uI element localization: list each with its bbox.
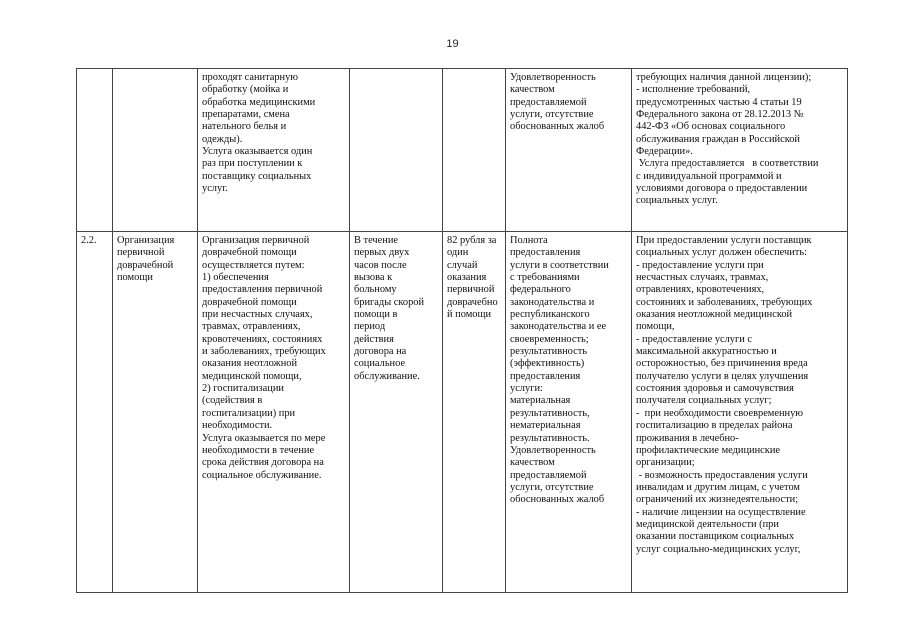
cell-text-line: договора на bbox=[354, 346, 407, 358]
cell-text-line: (эффективность) bbox=[510, 358, 585, 370]
cell-text-line: помощи в bbox=[354, 309, 398, 321]
service-timing-cell bbox=[350, 69, 443, 232]
cell-text-line: материальная bbox=[510, 395, 571, 407]
table-row bbox=[77, 69, 848, 232]
cell-text-line: доврачебной помощи bbox=[202, 296, 297, 308]
cell-text-line: 1) обеспечения bbox=[202, 272, 269, 284]
service-quality-cell bbox=[506, 232, 632, 593]
cell-text-line: период bbox=[354, 321, 386, 333]
cell-text-line: предоставления bbox=[510, 370, 581, 382]
service-conditions-cell bbox=[632, 232, 848, 593]
cell-text-line: состояниях и заболеваниях, требующих bbox=[636, 296, 813, 308]
cell-text-line: Полнота bbox=[510, 235, 548, 246]
cell-text-line: Федерации». bbox=[636, 146, 693, 158]
cell-text-line: - возможность предоставления услуги bbox=[636, 469, 808, 481]
cell-text-line: качеством bbox=[510, 457, 555, 469]
cell-text-line: й помощи bbox=[447, 309, 492, 321]
cell-text-line: Услуга оказывается один bbox=[202, 146, 313, 158]
cell-text-line: состояния здоровья и самочувствия bbox=[636, 383, 794, 395]
cell-text-line: - предоставление услуги при bbox=[636, 259, 764, 271]
cell-text-line: помощи bbox=[117, 272, 153, 284]
cell-text-line: обоснованных жалоб bbox=[510, 121, 605, 133]
cell-text-line: 2) госпитализации bbox=[202, 383, 284, 395]
cell-text-line: срока действия договора на bbox=[202, 457, 324, 469]
cell-text-line: медицинской помощи, bbox=[202, 370, 302, 382]
cell-text-line: доврачебной помощи bbox=[202, 247, 297, 259]
cell-text-line: своевременность; bbox=[510, 333, 589, 345]
cell-text-line: доврачебной bbox=[117, 259, 174, 271]
cell-text-line: условиями договора о предоставлении bbox=[636, 183, 808, 195]
cell-text-line: обработку (мойка и bbox=[202, 84, 289, 96]
cell-text-line: Организация первичной bbox=[202, 235, 310, 246]
service-name-cell bbox=[113, 232, 198, 593]
cell-text-line: первичной bbox=[117, 247, 165, 259]
service-name-cell bbox=[113, 69, 198, 232]
cell-text-line: 82 рубля за bbox=[447, 235, 497, 246]
table-row bbox=[77, 232, 848, 593]
cell-text-line: случай bbox=[447, 259, 478, 271]
cell-text-line: законодательства и ее bbox=[510, 321, 607, 333]
cell-text-line: - предоставление услуги с bbox=[636, 333, 753, 345]
cell-text-line: Удовлетворенность bbox=[510, 72, 596, 83]
cell-text-line: обоснованных жалоб bbox=[510, 494, 605, 506]
cell-text-line: законодательства и bbox=[510, 296, 595, 308]
cell-text-line: - при необходимости своевременную bbox=[636, 407, 804, 419]
cell-text-line: оказания неотложной медицинской bbox=[636, 309, 793, 321]
service-timing-cell bbox=[350, 232, 443, 593]
cell-text-line: поставщику социальных bbox=[202, 170, 312, 182]
cell-text-line: услуги, отсутствие bbox=[510, 109, 594, 121]
cell-text-line: с индивидуальной программой и bbox=[636, 170, 782, 182]
cell-text-line: услуги, отсутствие bbox=[510, 481, 594, 493]
cell-text-line: один bbox=[447, 247, 469, 259]
cell-text-line: результативность, bbox=[510, 407, 590, 419]
cell-text-line: необходимости в течение bbox=[202, 444, 315, 456]
cell-text-line: кровотечениях, состояниях bbox=[202, 333, 323, 345]
cell-text-line: и заболеваниях, требующих bbox=[202, 346, 326, 358]
cell-text-line: часов после bbox=[354, 259, 407, 271]
cell-text-line: доврачебно bbox=[447, 296, 498, 308]
cell-text-line: социальных услуг должен обеспечить: bbox=[636, 247, 807, 259]
cell-text-line: при несчастных случаях, bbox=[202, 309, 313, 321]
service-description-cell bbox=[198, 232, 350, 593]
service-description-cell bbox=[198, 69, 350, 232]
service-quality-cell bbox=[506, 69, 632, 232]
service-conditions-cell bbox=[632, 69, 848, 232]
cell-text-line: предоставления bbox=[510, 247, 581, 259]
cell-text-line: услуги: bbox=[510, 383, 543, 395]
cell-text-line: действия bbox=[354, 333, 394, 345]
cell-text-line: качеством bbox=[510, 84, 555, 96]
cell-text-line: оказания bbox=[447, 272, 487, 284]
cell-text-line: обработка медицинскими bbox=[202, 96, 316, 108]
cell-text-line: Организация bbox=[117, 235, 175, 246]
cell-text-line: инвалидам и другим лицам, с учетом bbox=[636, 481, 801, 493]
cell-text-line: получателя социальных услуг; bbox=[636, 395, 772, 407]
cell-text-line: несчастных случаях, травмах, bbox=[636, 272, 769, 284]
row-number-cell: 2.2. bbox=[77, 232, 113, 593]
cell-text-line: первичной bbox=[447, 284, 495, 296]
cell-text-line: социальных услуг. bbox=[636, 195, 718, 207]
cell-text-line: федерального bbox=[510, 284, 571, 296]
cell-text-line: осторожностью, без причинения вреда bbox=[636, 358, 808, 370]
row-number-cell bbox=[77, 69, 113, 232]
cell-text-line: помощи, bbox=[636, 321, 675, 333]
page-number: 19 bbox=[446, 38, 459, 50]
cell-text-line: обслуживания граждан в Российской bbox=[636, 133, 800, 145]
service-price-cell bbox=[443, 232, 506, 593]
cell-text-line: с требованиями bbox=[510, 272, 580, 284]
cell-text-line: отравлениях, кровотечениях, bbox=[636, 284, 765, 296]
cell-text-line: получателю услуги в целях улучшения bbox=[636, 370, 809, 382]
cell-text-line: осуществляется путем: bbox=[202, 259, 305, 271]
services-table bbox=[76, 68, 848, 593]
table-body bbox=[77, 69, 848, 593]
cell-text-line: организации; bbox=[636, 457, 695, 469]
cell-text-line: медицинской деятельности (при bbox=[636, 518, 779, 530]
cell-text-line: профилактические медицинские bbox=[636, 444, 780, 456]
cell-text-line: республиканского bbox=[510, 309, 590, 321]
cell-text-line: Услуга предоставляется в соответствии bbox=[636, 158, 819, 170]
cell-text-line: госпитализации) при bbox=[202, 407, 296, 419]
cell-text-line: бригады скорой bbox=[354, 296, 425, 308]
cell-text-line: нематериальная bbox=[510, 420, 581, 432]
service-price-cell bbox=[443, 69, 506, 232]
cell-text-line: - исполнение требований, bbox=[636, 84, 751, 96]
cell-text-line: проживания в лечебно- bbox=[636, 432, 739, 444]
cell-text-line: предоставляемой bbox=[510, 469, 587, 481]
cell-text-line: результативность bbox=[510, 346, 588, 358]
cell-text-line: социальное bbox=[354, 358, 406, 370]
cell-text-line: проходят санитарную bbox=[202, 72, 299, 83]
cell-text-line: больному bbox=[354, 284, 397, 296]
cell-text-line: услуги в соответствии bbox=[510, 259, 609, 271]
cell-text-line: - наличие лицензии на осуществление bbox=[636, 506, 806, 518]
cell-text-line: первых двух bbox=[354, 247, 410, 259]
cell-text-line: Федерального закона от 28.12.2013 № bbox=[636, 109, 804, 121]
cell-text-line: социальное обслуживание. bbox=[202, 469, 322, 481]
cell-text-line: раз при поступлении к bbox=[202, 158, 303, 170]
cell-text-line: госпитализацию в пределах района bbox=[636, 420, 793, 432]
cell-text-line: требующих наличия данной лицензии); bbox=[636, 72, 812, 83]
cell-text-line: Удовлетворенность bbox=[510, 444, 596, 456]
cell-text-line: Услуга оказывается по мере bbox=[202, 432, 326, 444]
cell-text-line: вызова к bbox=[354, 272, 393, 284]
cell-text-line: предоставления первичной bbox=[202, 284, 323, 296]
cell-text-line: В течение bbox=[354, 235, 398, 246]
cell-text-line: оказании поставщиком социальных bbox=[636, 531, 795, 543]
cell-text-line: максимальной аккуратностью и bbox=[636, 346, 777, 358]
cell-text-line: 442-ФЗ «Об основах социального bbox=[636, 121, 786, 133]
cell-text-line: результативность. bbox=[510, 432, 590, 444]
cell-text-line: обслуживание. bbox=[354, 370, 420, 382]
cell-text-line: препаратами, смена bbox=[202, 109, 290, 121]
cell-text-line: необходимости. bbox=[202, 420, 273, 432]
cell-text-line: услуг. bbox=[202, 183, 228, 195]
cell-text-line: предусмотренных частью 4 статьи 19 bbox=[636, 96, 802, 108]
cell-text-line: (содействия в bbox=[202, 395, 263, 407]
cell-text-line: нательного белья и bbox=[202, 121, 287, 133]
cell-text-line: оказания неотложной bbox=[202, 358, 298, 370]
cell-text-line: одежды). bbox=[202, 133, 243, 145]
cell-text-line: При предоставлении услуги поставщик bbox=[636, 235, 812, 246]
cell-text-line: ограничений их жизнедеятельности; bbox=[636, 494, 799, 506]
cell-text-line: травмах, отравлениях, bbox=[202, 321, 301, 333]
cell-text-line: предоставляемой bbox=[510, 96, 587, 108]
cell-text-line: услуг социально-медицинских услуг, bbox=[636, 543, 801, 555]
